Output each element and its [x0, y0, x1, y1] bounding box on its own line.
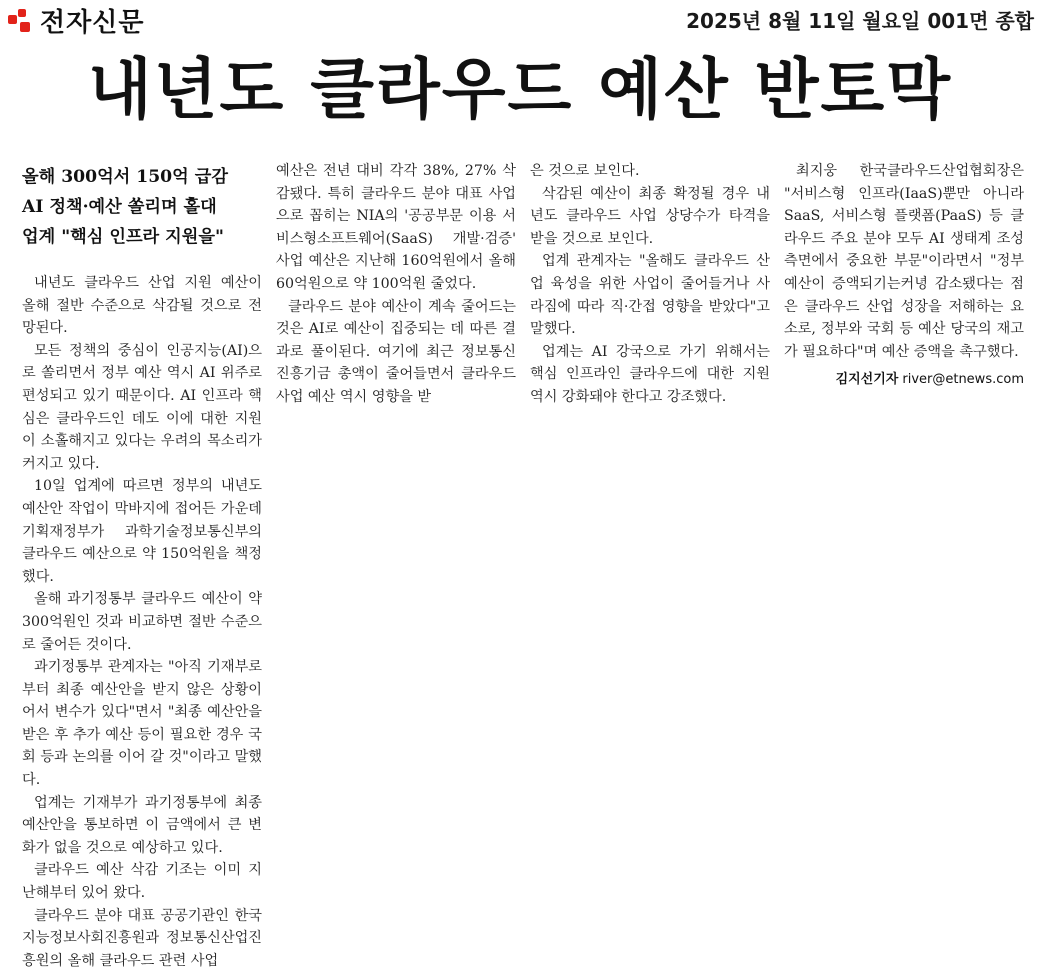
- article-column-3: [530, 160, 770, 409]
- byline-writer: 김지선기자: [835, 372, 899, 388]
- etnews-dot-logo-icon: [6, 6, 34, 34]
- logo-text: 전자신문: [40, 7, 145, 38]
- subhead: 업계 "핵심 인프라 지원을": [22, 227, 224, 247]
- subheads: [22, 162, 262, 252]
- paragraph: 올해 과기정통부 클라우드 예산이 약 300억원인 것과 비교하면 절반 수준으로 줄어든 것이다.: [22, 591, 262, 653]
- headline: 내년도 클라우드 예산 반토막: [87, 51, 952, 128]
- paragraph: 클라우드 분야 예산이 계속 줄어드는 것은 AI로 예산이 집중되는 데 따른 결과로 풀이된다. 여기에 최근 정보통신진흥기금 총액이 줄어들면서 클라우드 사업 예산 역시 영향을 받: [276, 298, 516, 405]
- article-column-1: [22, 160, 262, 972]
- paragraph: 모든 정책의 중심이 인공지능(AI)으로 쏠리면서 정부 예산 역시 AI 위주로 편성되고 있기 때문이다. AI 인프라 핵심은 클라우드인 데도 이에 대한 지원이 소홀해지고 있다는 우려의 목소리가 커지고 있다.: [22, 342, 262, 472]
- paragraph: 클라우드 예산 삭감 기조는 이미 지난해부터 있어 왔다.: [22, 862, 262, 902]
- masthead: [0, 0, 1040, 40]
- paragraph: 예산은 전년 대비 각각 38%, 27% 삭감됐다. 특히 클라우드 분야 대표 사업으로 꼽히는 NIA의 '공공부문 이용 서비스형소프트웨어(SaaS) 개발·검증' 사업 예산은 지난해 160억원에서 올해 60억원으로 약 100억원 줄었다.: [276, 163, 516, 292]
- paragraph: 은 것으로 보인다.: [530, 163, 640, 179]
- paragraph: 업계는 기재부가 과기정통부에 최종 예산안을 통보하면 이 금액에서 큰 변화가 없을 것으로 예상하고 있다.: [22, 794, 262, 856]
- subhead: AI 정책·예산 쏠리며 홀대: [22, 197, 217, 217]
- paragraph: 삭감된 예산이 최종 확정될 경우 내년도 클라우드 사업 상당수가 타격을 받을 것으로 보인다.: [530, 185, 770, 247]
- paragraph: 업계 관계자는 "올해도 클라우드 산업 육성을 위한 사업이 줄어들거나 사라짐에 따라 직·간접 영향을 받았다"고 말했다.: [530, 253, 770, 338]
- newspaper-logo[interactable]: [6, 4, 144, 36]
- issue-info: 2025년 8월 11일 월요일 001면 종합: [686, 9, 1034, 33]
- paragraph: 업계는 AI 강국으로 가기 위해서는 핵심 인프라인 클라우드에 대한 지원 역시 강화돼야 한다고 강조했다.: [530, 343, 770, 405]
- paragraph: 과기정통부 관계자는 "아직 기재부로부터 최종 예산안을 받지 않은 상황이어서 변수가 있다"면서 "최종 예산안을 받은 후 추가 예산 등이 필요한 경우 국회 등과 논의를 이어 갈 것"이라고 말했다.: [22, 659, 262, 789]
- paragraph: 최지웅 한국클라우드산업협회장은 "서비스형 인프라(IaaS)뿐만 아니라 SaaS, 서비스형 플랫폼(PaaS) 등 클라우드 주요 분야 모두 AI 생태계 조성 측면에서 중요한 부문"이라면서 "정부 예산이 증액되기는커녕 감소됐다는 점은 클라우드 산업 성장을 저해하는 요소로, 정부와 국회 등 예산 당국의 재고가 필요하다"며 예산 증액을 촉구했다.: [784, 163, 1024, 360]
- paragraph: 클라우드 분야 대표 공공기관인 한국지능정보사회진흥원과 정보통신산업진흥원의 올해 클라우드 관련 사업: [22, 907, 262, 969]
- byline-email[interactable]: river@etnews.com: [902, 372, 1024, 388]
- paragraph: 내년도 클라우드 산업 지원 예산이 올해 절반 수준으로 삭감될 것으로 전망된다.: [22, 275, 262, 337]
- paragraph: 10일 업계에 따르면 정부의 내년도 예산안 작업이 막바지에 접어든 가운데 기획재정부가 과학기술정보통신부의 클라우드 예산으로 약 150억원을 책정했다.: [22, 478, 262, 585]
- article-column-4: [784, 160, 1024, 392]
- subhead: 올해 300억서 150억 급감: [22, 167, 228, 187]
- byline: [784, 369, 1024, 392]
- article-column-2: [276, 160, 516, 409]
